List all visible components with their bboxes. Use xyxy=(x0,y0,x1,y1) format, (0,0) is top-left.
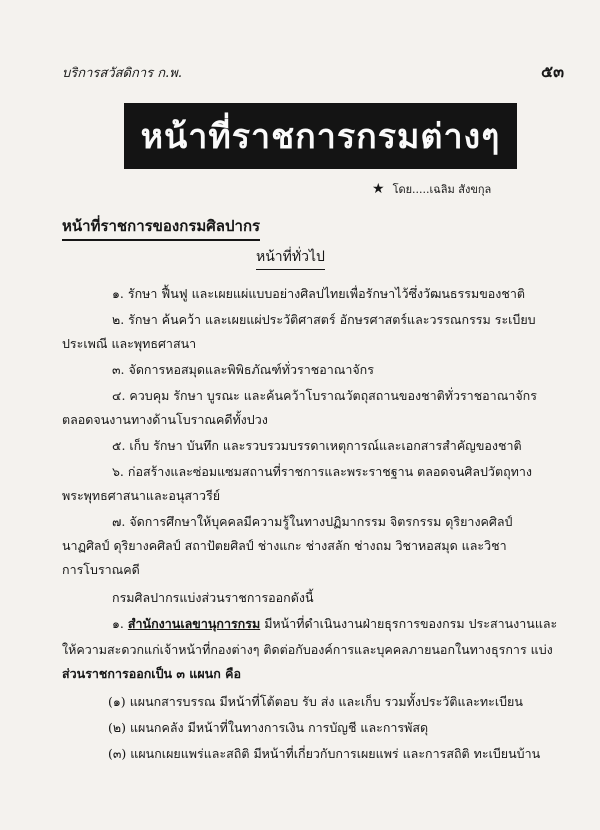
section-3-number: (๓) xyxy=(108,746,127,761)
section-1-text: แผนกสารบรรณ มีหน้าที่โต้ตอบ รับ ส่ง และเก็บ รวมทั้งประวัติและทะเบียน xyxy=(129,694,523,709)
office-number: ๑. xyxy=(112,616,124,631)
section-subtitle: หน้าที่ทั่วไป xyxy=(256,246,325,270)
duty-1-line-1: ๑. รักษา ฟื้นฟู และเผยแผ่แบบอย่างศิลปไทยเพื่อรักษาไว้ซึ่งวัฒนธรรมของชาติ xyxy=(112,286,525,301)
duty-6-line-1: ๖. ก่อสร้างและซ่อมแซมสถานที่ราชการและพระราชฐาน ตลอดจนศิลปวัตถุทาง xyxy=(112,464,533,479)
duty-2-line-1: ๒. รักษา ค้นคว้า และเผยแผ่ประวัติศาสตร์ อักษรศาสตร์และวรรณกรรม ระเบียบ xyxy=(112,312,536,327)
section-2-number: (๒) xyxy=(108,720,126,735)
duty-2-line-2: ประเพณี และพุทธศาสนา xyxy=(62,336,197,351)
section-3 xyxy=(108,744,540,764)
duty-4-line-2: ตลอดจนงานทางด้านโบราณคดีทั้งปวง xyxy=(62,412,268,427)
duty-6-line-2: พระพุทธศาสนาและอนุสาวรีย์ xyxy=(62,488,221,503)
office-name: สำนักงานเลขานุการกรม xyxy=(127,616,261,631)
office-1-line-2: ให้ความสะดวกแก่เจ้าหน้าที่กองต่างๆ ติดต่อกับองค์การและบุคคลภายนอกในทางธุรการ แบ่ง xyxy=(62,642,553,657)
section-title: หน้าที่ราชการของกรมศิลปากร xyxy=(62,214,260,241)
section-2 xyxy=(108,718,428,738)
section-2-text: แผนกคลัง มีหน้าที่ในทางการเงิน การบัญชี และการพัสดุ xyxy=(129,720,429,735)
author-byline: โดย.....เฉลิม สังขกุล xyxy=(392,183,492,196)
duty-7-line-3: การโบราณคดี xyxy=(62,562,140,577)
page-number: ๕๓ xyxy=(540,62,564,81)
banner-title: หน้าที่ราชการกรมต่างๆ xyxy=(140,117,501,157)
duty-4-line-1: ๔. ควบคุม รักษา บูรณะ และค้นคว้าโบราณวัตถุสถานของชาติทั่วราชอาณาจักร xyxy=(112,388,537,403)
office-1-line-1 xyxy=(112,614,557,634)
running-header: บริการสวัสดิการ ก.พ. xyxy=(62,66,182,81)
star-icon: ★ xyxy=(372,181,385,197)
duty-5-line-1: ๕. เก็บ รักษา บันทึก และรวบรวมบรรดาเหตุการณ์และเอกสารสำคัญของชาติ xyxy=(112,438,522,453)
section-3-text: แผนกเผยแพร่และสถิติ มีหน้าที่เกี่ยวกับการเผยแพร่ และการสถิติ ทะเบียนบ้าน xyxy=(130,746,541,761)
author-line xyxy=(372,180,491,198)
section-1-number: (๑) xyxy=(108,694,126,709)
title-banner xyxy=(124,103,517,169)
office-1-line-3: ส่วนราชการออกเป็น ๓ แผนก คือ xyxy=(62,666,242,681)
duty-7-line-1: ๗. จัดการศึกษาให้บุคคลมีความรู้ในทางปฏิมากรรม จิตรกรรม ดุริยางคศิลป์ xyxy=(112,514,513,529)
division-intro: กรมศิลปากรแบ่งส่วนราชการออกดังนี้ xyxy=(112,590,314,605)
duty-3-line-1: ๓. จัดการหอสมุดและพิพิธภัณฑ์ทั่วราชอาณาจักร xyxy=(112,362,374,377)
section-1 xyxy=(108,692,523,712)
duty-7-line-2: นาฏศิลป์ ดุริยางคศิลป์ สถาปัตยศิลป์ ช่างแกะ ช่างสลัก ช่างถม วิชาหอสมุด และวิชา xyxy=(62,538,507,553)
office-description: มีหน้าที่ดำเนินงานฝ่ายธุรการของกรม ประสานงานและ xyxy=(264,616,558,631)
